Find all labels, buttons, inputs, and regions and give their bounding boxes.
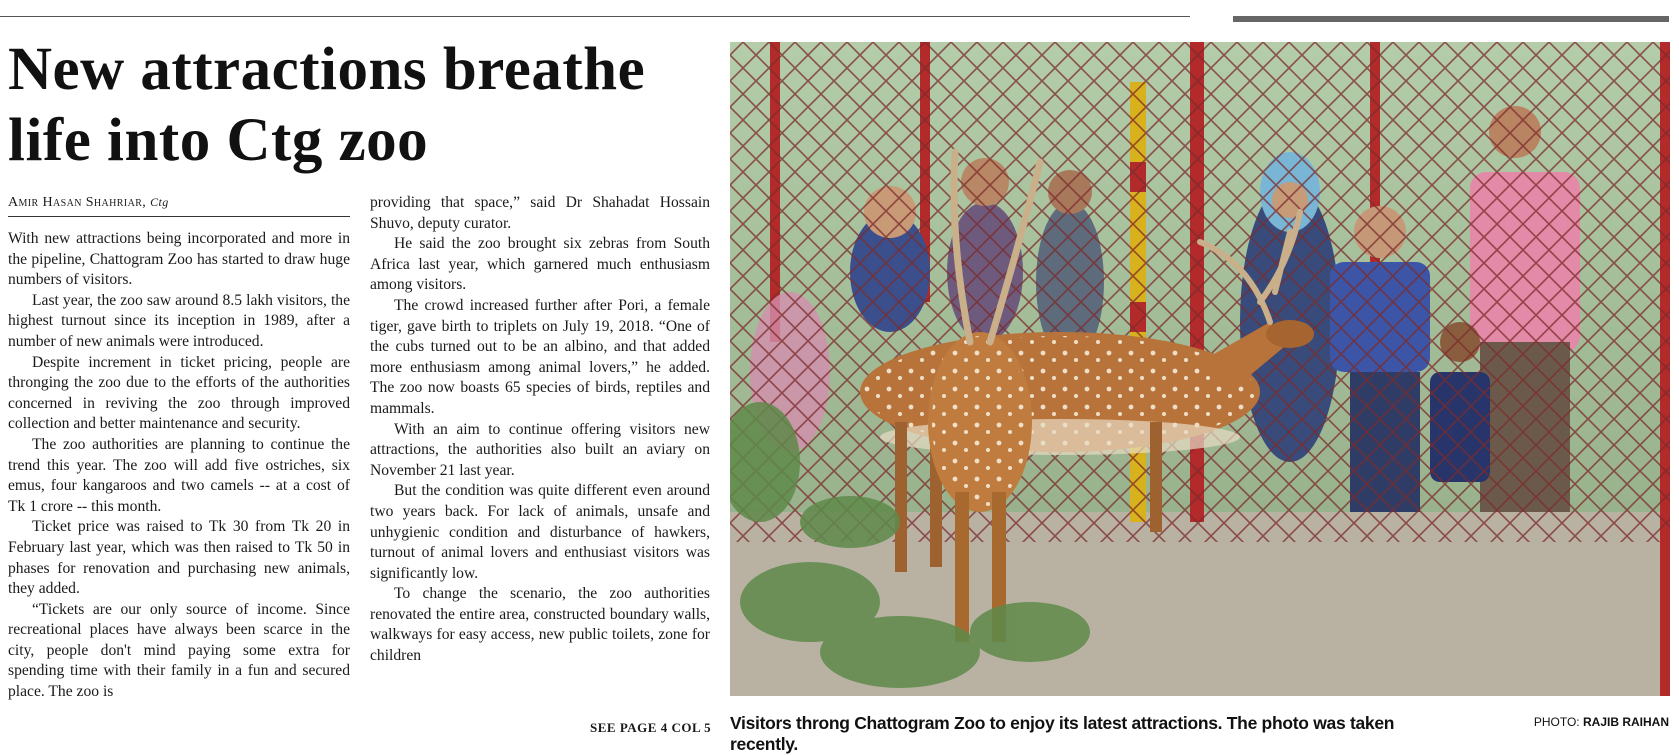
byline [8, 195, 350, 217]
chain-link-fence [730, 42, 1670, 542]
paragraph: The zoo authorities are planning to continue the trend this year. The zoo will add five ostriches, six emus, four kangaroos and two camels -- at a cost of Tk 1 crore -- this month. [8, 435, 350, 515]
paragraph: Despite increment in ticket pricing, people are thronging the zoo due to the efforts of the authorities concerned in reviving the zoo through improved collection and better maintenance and security. [8, 353, 350, 433]
paragraph: To change the scenario, the zoo authorities renovated the entire area, constructed boundary walls, walkways for easy access, new public toilets, zone for children [370, 585, 710, 665]
paragraph: The crowd increased further after Pori, a female tiger, gave birth to triplets on July 19, 2018. “One of the cubs turned out to be an albino, and that added more enthusiasm among animal lovers,” he added. The zoo now boasts 65 species of birds, reptiles and mammals. [370, 296, 710, 417]
continuation-note: SEE PAGE 4 COL 5 [590, 720, 712, 735]
paragraph: He said the zoo brought six zebras from South Africa last year, which garnered much enthusiasm among visitors. [370, 235, 710, 294]
byline-author: Amir Hasan Shahriar, [8, 195, 147, 210]
article-column-2 [370, 193, 710, 667]
paragraph: providing that space,” said Dr Shahadat Hossain Shuvo, deputy curator. [370, 194, 710, 232]
paragraph: But the condition was quite different even around two years back. For lack of animals, unsafe and unhygienic condition and disturbance of hawkers, turnout of animal lovers and enthusiast visitors was significantly low. [370, 482, 710, 582]
photo-credit-label: PHOTO: [1533, 715, 1580, 729]
top-rule-right [1233, 16, 1669, 22]
paragraph: Last year, the zoo saw around 8.5 lakh visitors, the highest turnout since its inception in 1989, after a number of new animals were introduced. [8, 291, 350, 350]
paragraph: With new attractions being incorporated and more in the pipeline, Chattogram Zoo has started to draw huge numbers of visitors. [8, 230, 350, 289]
paragraph: “Tickets are our only source of income. Since recreational places have always been scarce in the city, people don't mind paying some extra for spending time with their family in a fun and secured place. The zoo is [8, 600, 350, 701]
byline-location: Ctg [150, 195, 169, 209]
paragraph: With an aim to continue offering visitors new attractions, the authorities also built an aviary on November 21 last year. [370, 420, 710, 479]
photo-credit [1517, 715, 1669, 729]
top-rule [0, 16, 1190, 17]
headline: New attractions breathe life into Ctg zoo [8, 36, 646, 174]
photo-credit-name: RAJIB RAIHAN [1582, 715, 1669, 729]
article-column-1 [8, 229, 350, 703]
photo-caption: Visitors throng Chattogram Zoo to enjoy its latest attractions. The photo was taken recently. [730, 713, 1395, 754]
news-photo [730, 42, 1670, 696]
paragraph: Ticket price was raised to Tk 30 from Tk 20 in February last year, which was then raised to Tk 50 in phases for renovation and purchasing new animals, they added. [8, 518, 350, 598]
